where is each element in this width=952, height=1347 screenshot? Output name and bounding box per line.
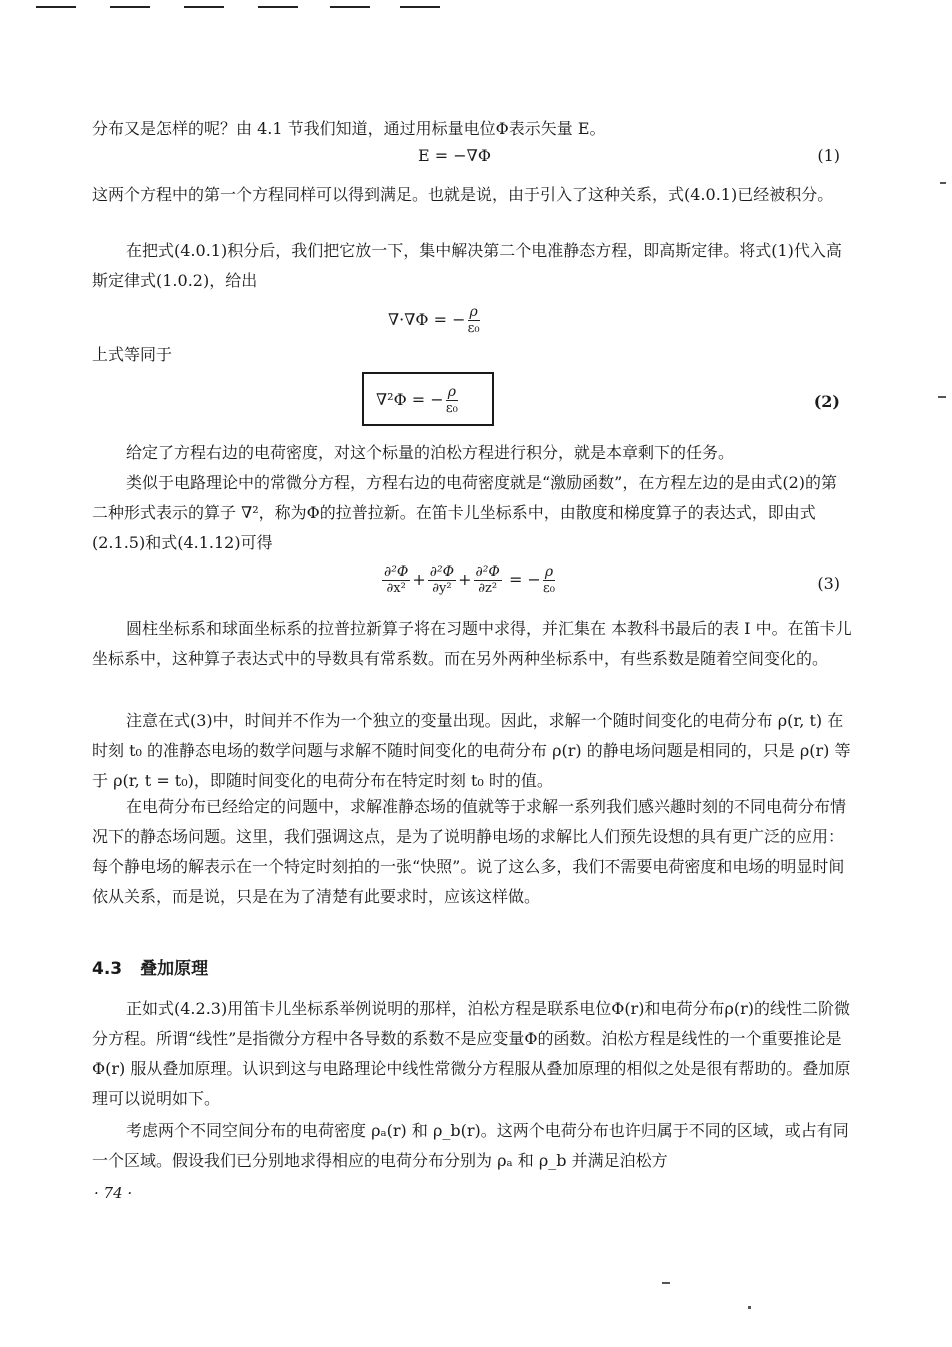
eq3-term2-num: ∂²Φ [429,564,455,580]
paragraph-5: 给定了方程右边的电荷密度，对这个标量的泊松方程进行积分，就是本章剩下的任务。 [126,443,735,462]
eq2-fraction [446,384,458,417]
eq2-den: ε₀ [445,401,458,416]
eq3-rhs-num: ρ [544,564,554,580]
paragraph-3: 在把式(4.0.1)积分后，我们把它放一下，集中解决第二个电准静态方程，即高斯定律。将式(1)代入高斯定律式(1.0.2)，给出 [92,241,842,290]
eq-div-num: ρ [469,304,478,320]
scan-mark [940,182,946,184]
eq3-term1-den: ∂x² [386,581,406,596]
paragraph-8: 注意在式(3)中，时间并不作为一个独立的变量出现。因此，求解一个随时间变化的电荷分布 ρ(r, t) 在时刻 t₀ 的准静态电场的数学问题与求解不随时间变化的电荷分布 ρ(r) 的静电场问题是相同的，只是 ρ(r) 等于 ρ(r, t = t₀)，即随时间变化的电荷分布在特定时刻 t₀ 时的值。 [92,711,851,790]
paragraph-10: 正如式(4.2.3)用笛卡儿坐标系举例说明的那样，泊松方程是联系电位Φ(r)和电荷分布ρ(r)的线性二阶微分方程。所谓“线性”是指微分方程中各导数的系数不是应变量Φ的函数。泊松方程是线性的一个重要推论是 Φ(r) 服从叠加原理。认识到这与电路理论中线性常微分方程服从叠加原理的相似之处是很有帮助的。叠加原理可以说明如下。 [92,999,851,1108]
paragraph-11: 考虑两个不同空间分布的电荷密度 ρₐ(r) 和 ρ_b(r)。这两个电荷分布也许归属于不同的区域，或占有同一个区域。假设我们已分别地求得相应的电荷分布分别为 ρₐ 和 ρ_b 并满足泊松方 [92,1121,849,1170]
eq-div-den: ε₀ [467,321,480,336]
paragraph-4: 上式等同于 [92,345,173,364]
paragraph-2: 这两个方程中的第一个方程同样可以得到满足。也就是说，由于引入了这种关系，式(4.0.1)已经被积分。 [92,185,834,204]
equation-3-number: (3) [817,574,840,593]
eq3-term1 [382,564,410,597]
eq3-rhs-den: ε₀ [542,581,555,596]
eq3-plus-2: + [458,570,472,589]
eq2-num: ρ [447,384,456,400]
boxed-equation-2 [362,372,494,426]
equation-2-number: (2) [813,392,840,411]
eq3-term2-den: ∂y² [432,581,452,596]
eq3-rhs [543,564,555,597]
equation-2 [376,384,460,417]
paragraph-9: 在电荷分布已经给定的问题中，求解准静态场的值就等于求解一系列我们感兴趣时刻的不同电荷分布情况下的静态场问题。这里，我们强调这点，是为了说明静电场的求解比人们预先设想的具有更广泛的应用：每个静电场的解表示在一个特定时刻拍的一张“快照”。说了这么多，我们不需要电荷密度和电场的明显时间依从关系，而是说，只是在为了清楚有此要求时，应该这样做。 [92,797,847,906]
equation-divergence [388,304,482,337]
scan-mark [938,396,946,398]
scan-mark [662,1282,670,1284]
section-title: 叠加原理 [140,959,209,979]
scan-mark [748,1306,751,1309]
eq3-term2 [428,564,456,597]
paragraph-1: 分布又是怎样的呢？由 4.1 节我们知道，通过用标量电位Φ表示矢量 E。 [92,119,606,138]
section-number: 4.3 [92,959,123,979]
eq3-plus-1: + [412,570,426,589]
section-heading [92,954,208,979]
paragraph-7: 圆柱坐标系和球面坐标系的拉普拉新算子将在习题中求得，并汇集在 本教科书最后的表 I 中。在笛卡儿坐标系中，这种算子表达式中的导数具有常系数。而在另外两种坐标系中，有些系数是随着空间变化的。 [92,619,852,668]
page-number: · 74 · [94,1184,133,1202]
paragraph-6: 类似于电路理论中的常微分方程，方程右边的电荷密度就是“激励函数”，在方程左边的是由式(2)的第二种形式表示的算子 ∇²，称为Φ的拉普拉新。在笛卡儿坐标系中，由散度和梯度算子的表达式，即由式(2.1.5)和式(4.1.12)可得 [92,473,838,552]
eq3-equals: = − [508,570,541,589]
equation-1-number: (1) [817,146,840,165]
eq-div-fraction [468,304,480,337]
eq2-lhs: ∇²Φ = − [376,390,444,409]
eq3-term3-num: ∂²Φ [475,564,500,580]
eq3-term3-den: ∂z² [478,581,498,596]
equation-1: E = −∇Φ [418,146,491,165]
equation-3 [380,564,557,597]
eq-div-lhs: ∇·∇Φ = − [388,310,466,329]
eq3-term3 [474,564,502,597]
eq3-term1-num: ∂²Φ [384,564,409,580]
top-rule [0,0,460,10]
